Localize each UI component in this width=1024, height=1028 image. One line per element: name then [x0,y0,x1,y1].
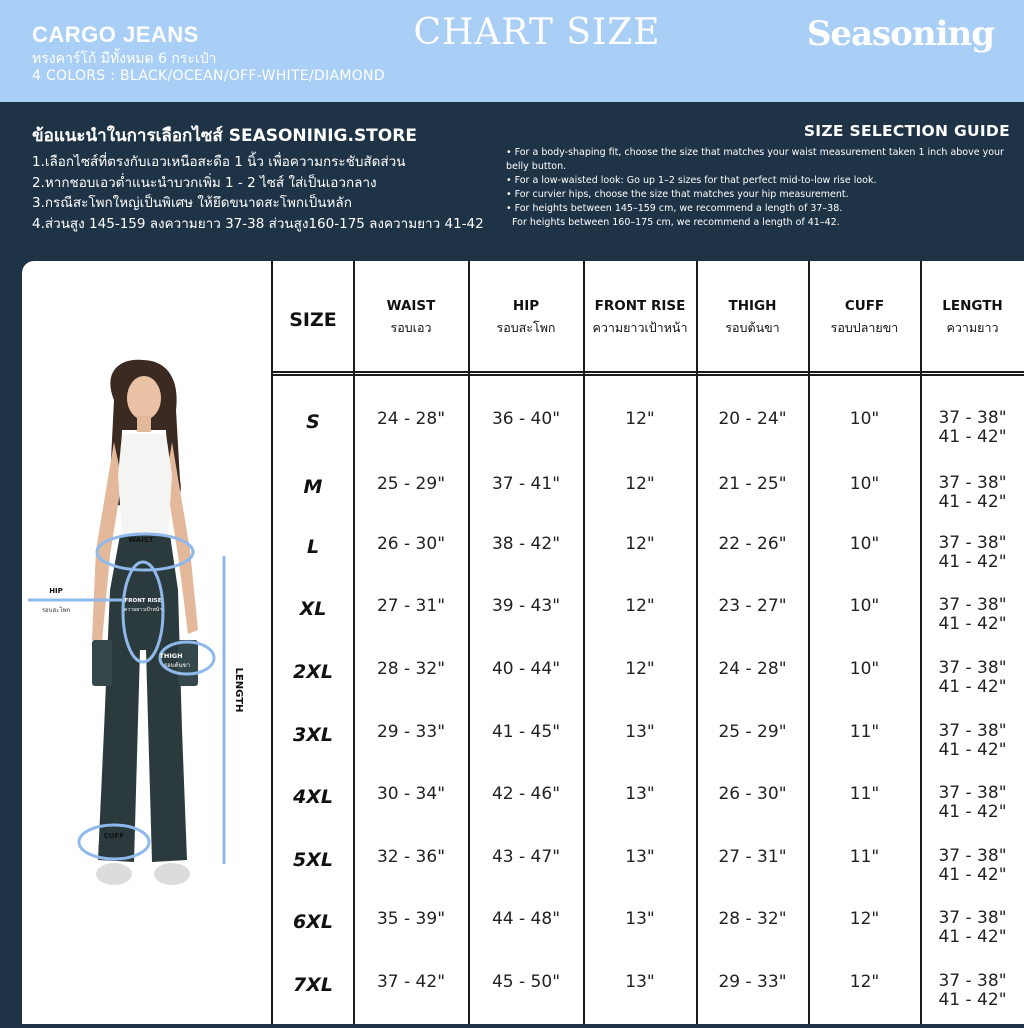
front-rise-cell: 12" [625,534,655,554]
cuff-cell: 12" [849,972,880,992]
waist-cell: 26 - 30" [376,534,446,554]
cuff-cell: 10" [849,474,880,494]
table-row [0,905,1024,965]
page-title-text: CHART SIZE [413,12,661,53]
length-long: 41 - 42" [938,677,1007,697]
length-column-header [921,298,1024,338]
length-cell [921,534,1024,572]
front-rise-cell: 12" [625,659,655,679]
length-cell [921,474,1024,512]
cuff-cell: 12" [849,909,880,929]
cuff-header-en: CUFF [844,298,885,314]
waist-column-header [354,298,468,338]
table-row [0,530,1024,590]
waist-header-en: WAIST [386,298,436,314]
guide-en-item: • For a low-waisted look: Go up 1–2 sizes for that perfect mid-to-low rise look. [506,175,877,186]
waist-cell: 37 - 42" [376,972,446,992]
product-subtitle: ทรงคาร์โก้ มีทั้งหมด 6 กระเป๋า [32,51,217,67]
thigh-cell: 27 - 31" [718,847,787,867]
length-long: 41 - 42" [938,802,1007,822]
length-long: 41 - 42" [938,492,1007,512]
table-row [0,780,1024,840]
hip-cell: 45 - 50" [491,972,561,992]
length-short: 37 - 38" [938,533,1007,553]
length-long: 41 - 42" [938,552,1007,572]
front-rise-cell: 13" [625,972,655,992]
thigh-cell: 24 - 28" [718,659,787,679]
cuff-column-header [809,298,920,338]
thigh-column-header [697,298,808,338]
product-colors: 4 COLORS : BLACK/OCEAN/OFF-WHITE/DIAMOND [32,68,385,84]
waist-cell: 30 - 34" [376,784,446,804]
length-long: 41 - 42" [938,427,1007,447]
thigh-cell: 21 - 25" [718,474,787,494]
length-long: 41 - 42" [938,614,1007,634]
waist-cell: 25 - 29" [376,474,446,494]
guide-en-item: For heights between 160–175 cm, we recommend a length of 41–42. [506,217,840,228]
guide-en-list [506,146,1018,230]
length-cell [921,596,1024,634]
length-short: 37 - 38" [938,846,1007,866]
guide-th-item: 2.หากชอบเอวต่ำแนะนำบวกเพิ่ม 1 - 2 ไซส์ ใส่เป็นเอวกลาง [32,174,377,191]
front-rise-header-en: FRONT RISE [594,298,686,314]
guide-th-item: 3.กรณีสะโพกใหญ่เป็นพิเศษ ให้ยึดขนาดสะโพกเป็นหลัก [32,195,352,211]
table-row [0,405,1024,465]
length-short: 37 - 38" [938,473,1007,493]
size-cell: 3XL [293,724,333,746]
front-rise-cell: 13" [625,784,655,804]
hip-cell: 43 - 47" [491,847,561,867]
table-row [0,655,1024,715]
table-row [0,592,1024,652]
cuff-header-th: รอบปลายขา [830,320,899,335]
front-rise-column-header [584,298,696,338]
brand-logo: Seasoning [806,14,994,54]
waist-cell: 24 - 28" [376,409,446,429]
thigh-cell: 29 - 33" [718,972,787,992]
length-short: 37 - 38" [938,595,1007,615]
cuff-label-th: รอบปลายขา [97,844,131,851]
front-rise-cell: 12" [625,474,655,494]
waist-cell: 35 - 39" [376,909,446,929]
front-rise-label: FRONT RISE [124,598,162,604]
cuff-cell: 10" [849,409,880,429]
thigh-label-th: รอบต้นขา [163,662,191,669]
length-short: 37 - 38" [938,783,1007,803]
front-rise-cell: 13" [625,847,655,867]
header-banner [0,0,1024,102]
waist-label: WAIST [128,536,154,544]
thigh-header-th: รอบต้นขา [725,320,780,335]
front-rise-header-th: ความยาวเป้าหน้า [592,320,688,335]
size-column-header: SIZE [289,309,337,331]
size-cell: 4XL [293,786,333,808]
guide-en-item: • For a body-shaping fit, choose the size that matches your waist measurement taken 1 inch above your belly button. [506,147,1004,172]
front-rise-cell: 12" [625,596,655,616]
length-short: 37 - 38" [938,408,1007,428]
length-cell [921,909,1024,947]
size-cell: S [306,411,320,433]
hip-cell: 41 - 45" [491,722,561,742]
table-row [0,470,1024,530]
thigh-cell: 22 - 26" [718,534,787,554]
length-short: 37 - 38" [938,721,1007,741]
waist-header-th: รอบเอว [390,320,432,335]
length-long: 41 - 42" [938,740,1007,760]
cuff-cell: 10" [849,534,880,554]
thigh-cell: 26 - 30" [718,784,787,804]
product-name: CARGO JEANS [32,22,199,47]
hip-cell: 36 - 40" [491,409,561,429]
guide-th-item: 1.เลือกไซส์ที่ตรงกับเอวเหนือสะดือ 1 นิ้ว เพื่อความกระชับสัดส่วน [32,154,406,170]
length-cell [921,847,1024,885]
front-rise-label-th: ความยาวเป้าหน้า [123,607,163,613]
cuff-cell: 11" [849,722,880,742]
cuff-cell: 11" [849,847,880,867]
length-short: 37 - 38" [938,971,1007,991]
hip-cell: 37 - 41" [491,474,561,494]
front-rise-cell: 12" [625,409,655,429]
size-cell: 2XL [293,661,333,683]
waist-cell: 29 - 33" [376,722,446,742]
table-header-divider [272,374,1024,376]
waist-cell: 32 - 36" [376,847,446,867]
guide-en-item: • For curvier hips, choose the size that matches your hip measurement. [506,189,849,200]
waist-cell: 27 - 31" [376,596,446,616]
length-short: 37 - 38" [938,658,1007,678]
guide-th-heading: ข้อแนะนำในการเลือกไซส์ SEASONINIG.STORE [32,126,417,146]
length-short: 37 - 38" [938,908,1007,928]
cuff-cell: 11" [849,784,880,804]
size-cell: 5XL [293,849,333,871]
length-header-en: LENGTH [942,298,1003,314]
length-cell [921,409,1024,447]
guide-th-list [32,152,484,234]
front-rise-cell: 13" [625,722,655,742]
length-long: 41 - 42" [938,927,1007,947]
table-row [0,718,1024,778]
waist-label-th: รอบเอว [131,547,151,554]
size-cell: M [303,476,323,498]
guide-en-heading: SIZE SELECTION GUIDE [803,122,1010,140]
length-header-th: ความยาว [946,320,999,335]
length-cell [921,659,1024,697]
table-row [0,843,1024,903]
thigh-header-en: THIGH [728,298,777,314]
hip-cell: 40 - 44" [491,659,561,679]
cuff-cell: 10" [849,659,880,679]
length-cell [921,722,1024,760]
length-cell [921,784,1024,822]
thigh-cell: 23 - 27" [718,596,787,616]
guide-en-item: • For heights between 145–159 cm, we recommend a length of 37–38. [506,203,843,214]
hip-label-th: รอบสะโพก [41,607,71,614]
hip-header-th: รอบสะโพก [496,320,556,335]
size-cell: L [306,536,320,558]
table-row [0,968,1024,1028]
hip-cell: 38 - 42" [491,534,561,554]
cuff-cell: 10" [849,596,880,616]
table-header-divider [272,371,1024,373]
length-long: 41 - 42" [938,865,1007,885]
size-cell: 7XL [293,974,333,996]
thigh-label: THIGH [159,652,183,660]
hip-cell: 42 - 46" [491,784,561,804]
thigh-cell: 28 - 32" [718,909,787,929]
size-cell: XL [299,598,327,620]
hip-header-en: HIP [512,298,540,314]
size-cell: 6XL [293,911,333,933]
length-cell [921,972,1024,1010]
waist-cell: 28 - 32" [376,659,446,679]
guide-th-item: 4.ส่วนสูง 145-159 ลงความยาว 37-38 ส่วนสูง160-175 ลงความยาว 41-42 [32,215,484,232]
thigh-cell: 25 - 29" [718,722,787,742]
hip-label: HIP [49,587,63,595]
front-rise-cell: 13" [625,909,655,929]
length-label: LENGTH [233,667,244,713]
hip-cell: 39 - 43" [491,596,561,616]
cuff-label: CUFF [103,832,125,840]
hip-cell: 44 - 48" [491,909,561,929]
hip-column-header [469,298,583,338]
length-long: 41 - 42" [938,990,1007,1010]
thigh-cell: 20 - 24" [718,409,787,429]
